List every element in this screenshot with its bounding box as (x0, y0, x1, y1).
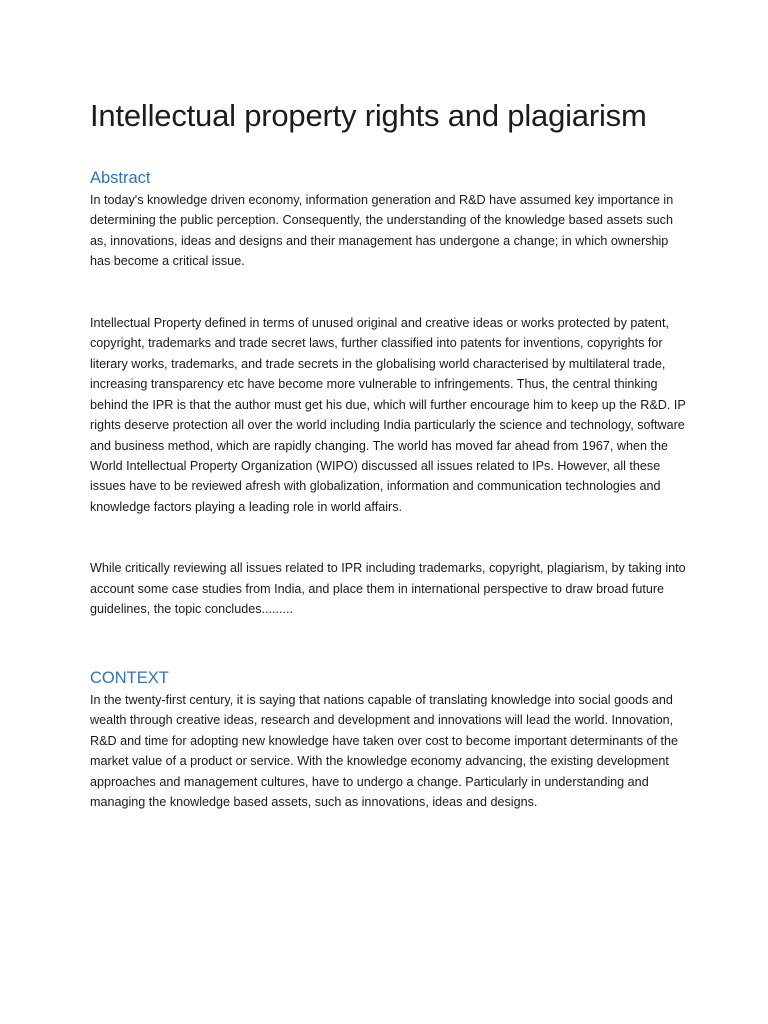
document-title: Intellectual property rights and plagiarism (90, 98, 647, 133)
abstract-paragraph-3: While critically reviewing all issues related to IPR including trademarks, copyright, plagiarism, by taking into account some case studies from India, and place them in international perspective to draw broad future guidelines, the topic concludes......... (90, 561, 686, 617)
context-paragraph-1: In the twenty-first century, it is saying that nations capable of translating knowledge into social goods and wealth through creative ideas, research and development and innovations will lead the world. Innovation, R&D and time for adopting new knowledge have taken over cost to become important determinants of the market value of a product or service. With the knowledge economy advancing, the existing development approaches and management cultures, have to undergo a change. Particularly in understanding and managing the knowledge based assets, such as innovations, ideas and designs. (90, 692, 679, 809)
abstract-section (90, 166, 688, 620)
abstract-heading: Abstract (90, 169, 151, 187)
abstract-paragraph-2: Intellectual Property defined in terms of unused original and creative ideas or works protected by patent, copyright, trademarks and trade secret laws, further classified into patents for inventions, copyrights for literary works, trademarks, and trade secrets in the globalising world characterised by multilateral trade, increasing transparency etc have become more vulnerable to infringements. Thus, the central thinking behind the IPR is that the author must get his due, which will further encourage him to keep up the R&D. IP rights deserve protection all over the world including India particularly the science and technology, software and business method, which are rapidly changing. The world has moved far ahead from 1967, when the World Intellectual Property Organization (WIPO) discussed all issues related to IPs. However, all these issues have to be reviewed afresh with globalization, information and communication technologies and knowledge factors playing a leading role in world affairs. (90, 315, 686, 514)
context-section (90, 666, 688, 813)
abstract-paragraph-1: In today's knowledge driven economy, information generation and R&D have assumed key importance in determining the public perception. Consequently, the understanding of the knowledge based assets such as, innovations, ideas and designs and their management has undergone a change; in which ownership has become a critical issue. (90, 193, 674, 269)
context-heading: CONTEXT (90, 668, 169, 687)
